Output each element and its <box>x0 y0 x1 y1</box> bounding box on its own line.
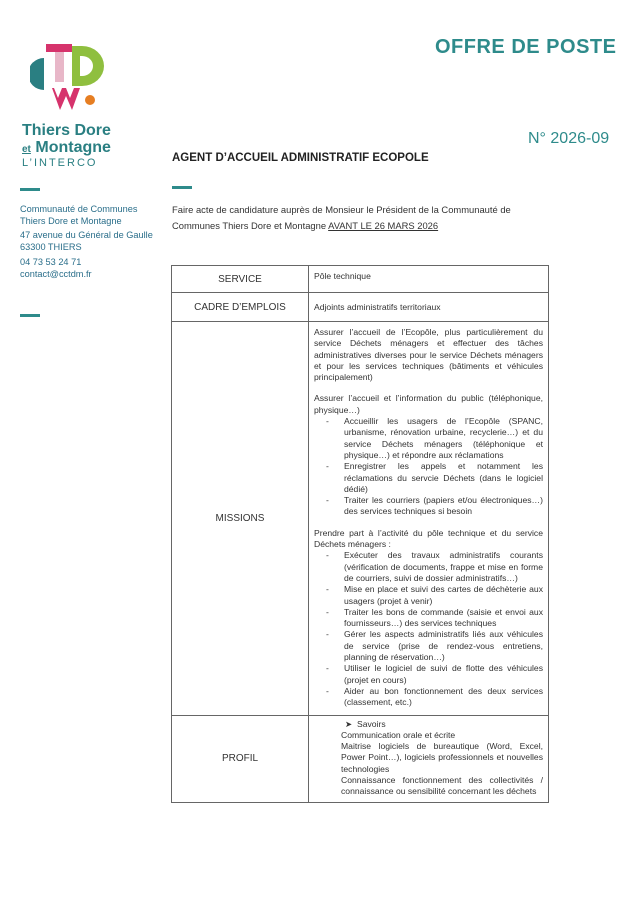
missions-pole: Prendre part à l’activité du pôle technique et du service Déchets ménagers : <box>314 527 543 550</box>
sidebar-divider-bottom <box>20 314 40 317</box>
row-missions <box>172 322 549 716</box>
profil-label: PROFIL <box>172 715 309 802</box>
job-table <box>171 265 549 803</box>
missions-pole-list <box>314 550 543 708</box>
brand-line3: L’INTERCO <box>22 157 98 169</box>
org-name-line2: Thiers Dore et Montagne <box>20 216 122 226</box>
profil-content <box>309 715 549 802</box>
logo-t-bar <box>46 44 72 52</box>
service-label: SERVICE <box>172 266 309 293</box>
service-value: Pôle technique <box>309 266 549 293</box>
profil-heading-text: Savoirs <box>356 718 386 729</box>
logo-dot <box>85 95 95 105</box>
sidebar-divider <box>20 188 40 191</box>
email-link[interactable]: contact@cctdm.fr <box>20 269 92 279</box>
list-item: - Accueillir les usagers de l’Ecopôle (SPANC, urbanisme, rénovation urbaine, recyclerie…) et du service Déchets ménagers (téléphonique et physique…) et répondre aux réclamations <box>344 416 543 461</box>
page-title: OFFRE DE POSTE <box>435 36 617 58</box>
brand-line2 <box>22 139 111 158</box>
list-item: - Exécuter des travaux administratifs courants (vérification de documents, frappe et mise en forme de courriers, suivi de dossier administratifs…) <box>344 550 543 584</box>
missions-label: MISSIONS <box>172 322 309 716</box>
list-item: - Gérer les aspects administratifs liés aux véhicules de service (prise de rendez-vous entretiens, planning de réservation…) <box>344 629 543 663</box>
intro-text: Faire acte de candidature auprès de Monsieur le Président de la Communauté de Communes Thiers Dore et Montagne <box>172 204 511 231</box>
org-name-line1: Communauté de Communes <box>20 204 138 214</box>
content-divider <box>172 186 192 189</box>
missions-content <box>309 322 549 716</box>
missions-intro: Assurer l’accueil de l’Ecopôle, plus particulièrement du service Déchets ménagers et effectuer des tâches administratives diverses pour le service Déchets ménagers et pour les services techniques (bâtiments et véhicules principalement) <box>314 327 543 383</box>
row-service <box>172 266 549 293</box>
brand-montagne: Montagne <box>35 139 111 156</box>
logo-t-stem <box>55 52 64 82</box>
offer-number: N° 2026-09 <box>528 130 610 147</box>
arrow-bullet-icon: ➤ <box>345 718 357 729</box>
brand-et: et <box>22 144 31 155</box>
list-item: - Traiter les courriers (papiers et/ou électroniques…) des services techniques si besoin <box>344 495 543 518</box>
missions-accueil-list <box>314 416 543 518</box>
list-item: - Utiliser le logiciel de suivi de flotte des véhicules (projet en cours) <box>344 663 543 686</box>
profil-item: Connaissance fonctionnement des collectivités / connaissance ou sensibilité concernant les déchets <box>341 774 543 797</box>
row-profil <box>172 715 549 802</box>
address-street: 47 avenue du Général de Gaulle <box>20 230 153 240</box>
row-cadre <box>172 293 549 322</box>
list-item: - Mise en place et suivi des cartes de déchèterie aux usagers (projet à venir) <box>344 584 543 607</box>
logo-arc-left <box>30 58 44 90</box>
address-city: 63300 THIERS <box>20 242 82 252</box>
missions-accueil: Assurer l’accueil et l’information du public (téléphonique, physique…) <box>314 393 543 415</box>
profil-item: Maitrise logiciels de bureautique (Word, Excel, Power Point…), logiciels professionnels et nouvelles technologies <box>341 741 543 774</box>
list-item: - Enregistrer les appels et notamment les réclamations du servcie Déchets (dans le logiciel dédié) <box>344 461 543 495</box>
phone-number: 04 73 53 24 71 <box>20 257 82 267</box>
cadre-label: CADRE D’EMPLOIS <box>172 293 309 322</box>
brand-line1: Thiers Dore <box>22 122 111 139</box>
profil-item: Communication orale et écrite <box>341 729 456 740</box>
cadre-value: Adjoints administratifs territoriaux <box>309 293 549 322</box>
application-intro <box>172 202 542 234</box>
profil-heading <box>341 719 543 730</box>
list-item: - Traiter les bons de commande (saisie et envoi aux fournisseurs…) des services techniques <box>344 607 543 630</box>
job-title: AGENT D’ACCUEIL ADMINISTRATIF ECOPOLE <box>172 152 429 164</box>
tdm-logo <box>30 36 112 116</box>
deadline: AVANT LE 26 MARS 2026 <box>328 220 439 231</box>
logo-m <box>52 88 80 110</box>
list-item: - Aider au bon fonctionnement des deux services (classement, etc.) <box>344 686 543 709</box>
